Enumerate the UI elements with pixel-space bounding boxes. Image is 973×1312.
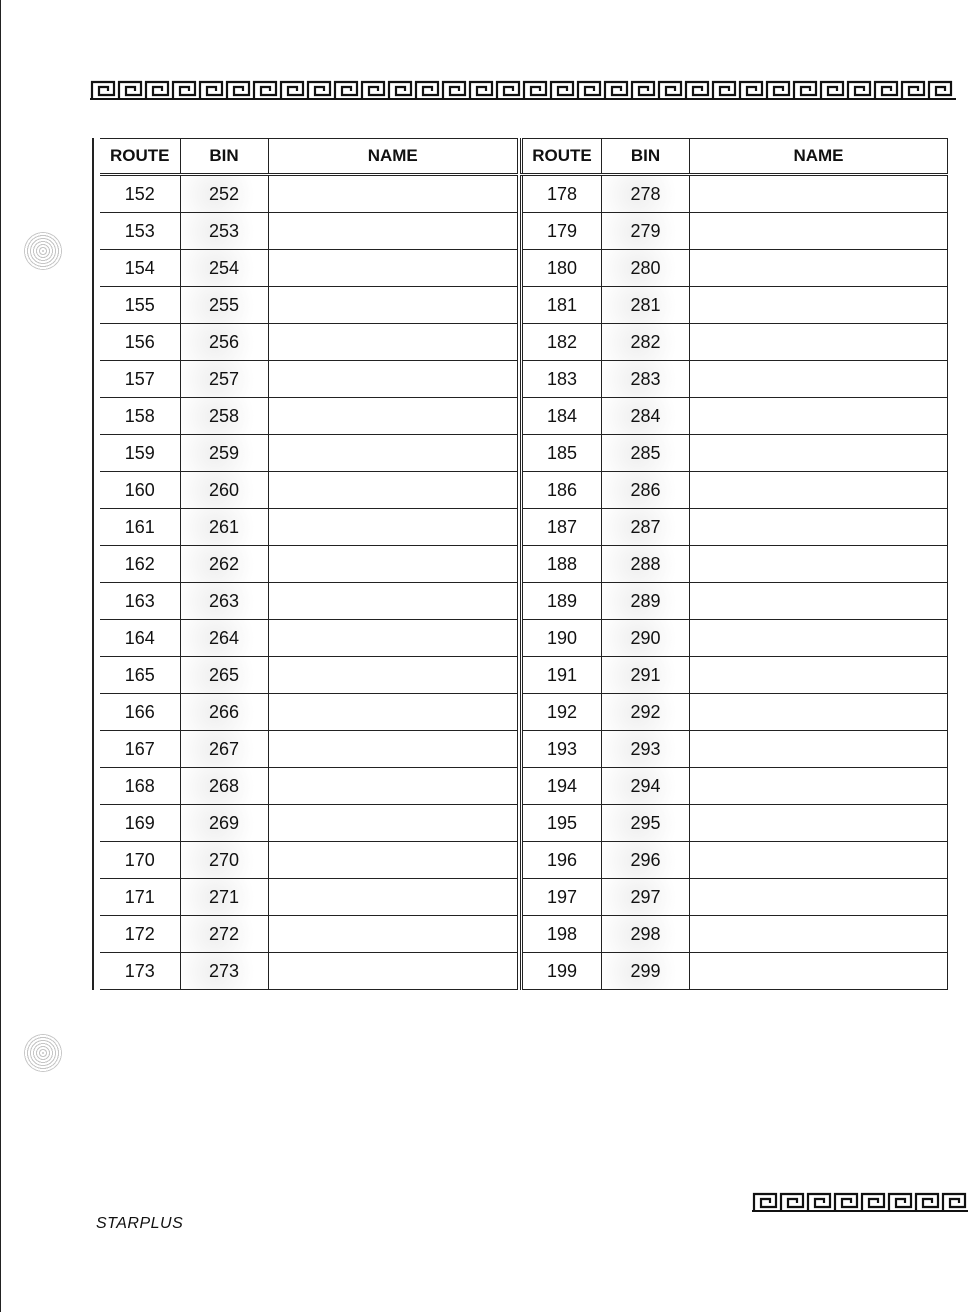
- table-row: [100, 472, 518, 509]
- route-cell: 181: [522, 287, 602, 324]
- table-row: [100, 953, 518, 990]
- table-row: [522, 509, 948, 546]
- route-cell: 183: [522, 361, 602, 398]
- bin-cell: 252: [180, 175, 268, 213]
- table-row: [100, 287, 518, 324]
- route-cell: 166: [100, 694, 180, 731]
- route-cell: 164: [100, 620, 180, 657]
- table-row: [522, 361, 948, 398]
- name-cell[interactable]: [690, 287, 948, 324]
- name-cell[interactable]: [690, 250, 948, 287]
- bin-cell: 289: [602, 583, 690, 620]
- bin-cell: 285: [602, 435, 690, 472]
- name-cell[interactable]: [690, 175, 948, 213]
- table-row: [522, 583, 948, 620]
- route-cell: 189: [522, 583, 602, 620]
- greek-key-border-top: [90, 80, 956, 100]
- bin-cell: 278: [602, 175, 690, 213]
- name-cell[interactable]: [690, 768, 948, 805]
- table-row: [100, 916, 518, 953]
- table-row: [100, 398, 518, 435]
- route-cell: 155: [100, 287, 180, 324]
- bin-cell: 254: [180, 250, 268, 287]
- name-cell[interactable]: [268, 175, 518, 213]
- table-row: [100, 583, 518, 620]
- table-row: [100, 805, 518, 842]
- route-cell: 168: [100, 768, 180, 805]
- name-cell[interactable]: [690, 842, 948, 879]
- table-row: [522, 213, 948, 250]
- bin-cell: 279: [602, 213, 690, 250]
- route-cell: 170: [100, 842, 180, 879]
- name-cell[interactable]: [690, 916, 948, 953]
- name-cell[interactable]: [690, 953, 948, 990]
- bin-cell: 258: [180, 398, 268, 435]
- route-cell: 154: [100, 250, 180, 287]
- bin-cell: 291: [602, 657, 690, 694]
- table-row: [100, 175, 518, 213]
- table-row: [522, 805, 948, 842]
- route-cell: 163: [100, 583, 180, 620]
- name-cell[interactable]: [268, 731, 518, 768]
- name-cell[interactable]: [690, 731, 948, 768]
- header-row: [522, 139, 948, 175]
- table-row: [522, 916, 948, 953]
- name-cell[interactable]: [268, 324, 518, 361]
- table-row: [100, 361, 518, 398]
- name-cell[interactable]: [690, 805, 948, 842]
- name-cell[interactable]: [268, 879, 518, 916]
- header-route: ROUTE: [100, 139, 180, 175]
- bin-cell: 262: [180, 546, 268, 583]
- table-row: [522, 175, 948, 213]
- name-cell[interactable]: [268, 287, 518, 324]
- route-cell: 184: [522, 398, 602, 435]
- route-cell: 167: [100, 731, 180, 768]
- bin-cell: 253: [180, 213, 268, 250]
- table-row: [522, 324, 948, 361]
- route-cell: 169: [100, 805, 180, 842]
- route-cell: 193: [522, 731, 602, 768]
- table-row: [522, 435, 948, 472]
- route-cell: 188: [522, 546, 602, 583]
- bin-cell: 280: [602, 250, 690, 287]
- name-cell[interactable]: [268, 916, 518, 953]
- name-cell[interactable]: [268, 509, 518, 546]
- bin-cell: 257: [180, 361, 268, 398]
- route-cell: 156: [100, 324, 180, 361]
- table-row: [522, 250, 948, 287]
- header-bin: BIN: [602, 139, 690, 175]
- header-row: [100, 139, 518, 175]
- route-cell: 190: [522, 620, 602, 657]
- route-cell: 182: [522, 324, 602, 361]
- bin-cell: 265: [180, 657, 268, 694]
- bin-cell: 260: [180, 472, 268, 509]
- route-cell: 173: [100, 953, 180, 990]
- name-cell[interactable]: [690, 324, 948, 361]
- table-row: [100, 694, 518, 731]
- route-cell: 178: [522, 175, 602, 213]
- name-cell[interactable]: [268, 398, 518, 435]
- header-name: NAME: [268, 139, 518, 175]
- bin-cell: 293: [602, 731, 690, 768]
- name-cell[interactable]: [268, 583, 518, 620]
- table-row: [100, 768, 518, 805]
- name-cell[interactable]: [268, 694, 518, 731]
- table-row: [100, 435, 518, 472]
- bin-cell: 296: [602, 842, 690, 879]
- name-cell[interactable]: [690, 546, 948, 583]
- bin-cell: 267: [180, 731, 268, 768]
- bin-cell: 272: [180, 916, 268, 953]
- bin-cell: 294: [602, 768, 690, 805]
- route-cell: 165: [100, 657, 180, 694]
- name-cell[interactable]: [268, 435, 518, 472]
- table-row: [100, 620, 518, 657]
- bin-cell: 287: [602, 509, 690, 546]
- table-row: [100, 250, 518, 287]
- name-cell[interactable]: [268, 472, 518, 509]
- bin-cell: 266: [180, 694, 268, 731]
- bin-cell: 261: [180, 509, 268, 546]
- table-row: [522, 768, 948, 805]
- bin-cell: 271: [180, 879, 268, 916]
- bin-cell: 284: [602, 398, 690, 435]
- name-cell[interactable]: [268, 620, 518, 657]
- route-cell: 199: [522, 953, 602, 990]
- binder-hole-icon: [24, 232, 62, 270]
- table-row: [100, 731, 518, 768]
- route-cell: 192: [522, 694, 602, 731]
- bin-cell: 273: [180, 953, 268, 990]
- route-cell: 191: [522, 657, 602, 694]
- route-cell: 152: [100, 175, 180, 213]
- name-cell[interactable]: [268, 361, 518, 398]
- route-cell: 194: [522, 768, 602, 805]
- name-cell[interactable]: [690, 694, 948, 731]
- binder-hole-icon: [24, 1034, 62, 1072]
- header-route: ROUTE: [522, 139, 602, 175]
- header-bin: BIN: [180, 139, 268, 175]
- name-cell[interactable]: [690, 657, 948, 694]
- route-table-right: [520, 138, 948, 990]
- name-cell[interactable]: [268, 842, 518, 879]
- table-row: [100, 657, 518, 694]
- bin-cell: 288: [602, 546, 690, 583]
- name-cell[interactable]: [690, 879, 948, 916]
- route-cell: 187: [522, 509, 602, 546]
- bin-cell: 255: [180, 287, 268, 324]
- table-row: [522, 398, 948, 435]
- bin-cell: 256: [180, 324, 268, 361]
- bin-cell: 292: [602, 694, 690, 731]
- bin-cell: 259: [180, 435, 268, 472]
- name-cell[interactable]: [268, 768, 518, 805]
- name-cell[interactable]: [690, 213, 948, 250]
- table-row: [100, 842, 518, 879]
- bin-cell: 270: [180, 842, 268, 879]
- route-cell: 157: [100, 361, 180, 398]
- table-row: [100, 546, 518, 583]
- table-row: [522, 731, 948, 768]
- table-row: [522, 657, 948, 694]
- name-cell[interactable]: [268, 657, 518, 694]
- header-name: NAME: [690, 139, 948, 175]
- bin-cell: 295: [602, 805, 690, 842]
- route-cell: 171: [100, 879, 180, 916]
- table-row: [522, 287, 948, 324]
- table-row: [100, 213, 518, 250]
- name-cell[interactable]: [690, 398, 948, 435]
- bin-cell: 298: [602, 916, 690, 953]
- bin-cell: 297: [602, 879, 690, 916]
- name-cell[interactable]: [268, 213, 518, 250]
- route-cell: 153: [100, 213, 180, 250]
- route-cell: 172: [100, 916, 180, 953]
- bin-cell: 269: [180, 805, 268, 842]
- bin-cell: 286: [602, 472, 690, 509]
- route-cell: 162: [100, 546, 180, 583]
- route-bin-table: [92, 138, 948, 990]
- table-row: [522, 842, 948, 879]
- greek-key-border-bottom: [752, 1192, 968, 1212]
- name-cell[interactable]: [690, 509, 948, 546]
- table-row: [100, 324, 518, 361]
- table-row: [522, 879, 948, 916]
- footer-brand: STARPLUS: [96, 1215, 184, 1232]
- route-cell: 179: [522, 213, 602, 250]
- route-cell: 196: [522, 842, 602, 879]
- table-row: [522, 472, 948, 509]
- page-edge-rule: [0, 0, 1, 1312]
- route-cell: 198: [522, 916, 602, 953]
- table-row: [522, 953, 948, 990]
- route-cell: 158: [100, 398, 180, 435]
- bin-cell: 290: [602, 620, 690, 657]
- route-cell: 160: [100, 472, 180, 509]
- route-cell: 159: [100, 435, 180, 472]
- route-cell: 186: [522, 472, 602, 509]
- route-cell: 195: [522, 805, 602, 842]
- bin-cell: 263: [180, 583, 268, 620]
- name-cell[interactable]: [268, 805, 518, 842]
- name-cell[interactable]: [690, 583, 948, 620]
- route-cell: 185: [522, 435, 602, 472]
- bin-cell: 264: [180, 620, 268, 657]
- table-row: [100, 509, 518, 546]
- name-cell[interactable]: [690, 435, 948, 472]
- route-table-left: [100, 138, 518, 990]
- bin-cell: 299: [602, 953, 690, 990]
- bin-cell: 268: [180, 768, 268, 805]
- name-cell[interactable]: [268, 250, 518, 287]
- route-cell: 180: [522, 250, 602, 287]
- table-left-rule: [92, 138, 94, 990]
- route-cell: 197: [522, 879, 602, 916]
- bin-cell: 282: [602, 324, 690, 361]
- name-cell[interactable]: [690, 361, 948, 398]
- name-cell[interactable]: [268, 953, 518, 990]
- name-cell[interactable]: [690, 620, 948, 657]
- table-row: [100, 879, 518, 916]
- name-cell[interactable]: [268, 546, 518, 583]
- name-cell[interactable]: [690, 472, 948, 509]
- table-row: [522, 620, 948, 657]
- route-cell: 161: [100, 509, 180, 546]
- bin-cell: 283: [602, 361, 690, 398]
- table-row: [522, 694, 948, 731]
- table-row: [522, 546, 948, 583]
- bin-cell: 281: [602, 287, 690, 324]
